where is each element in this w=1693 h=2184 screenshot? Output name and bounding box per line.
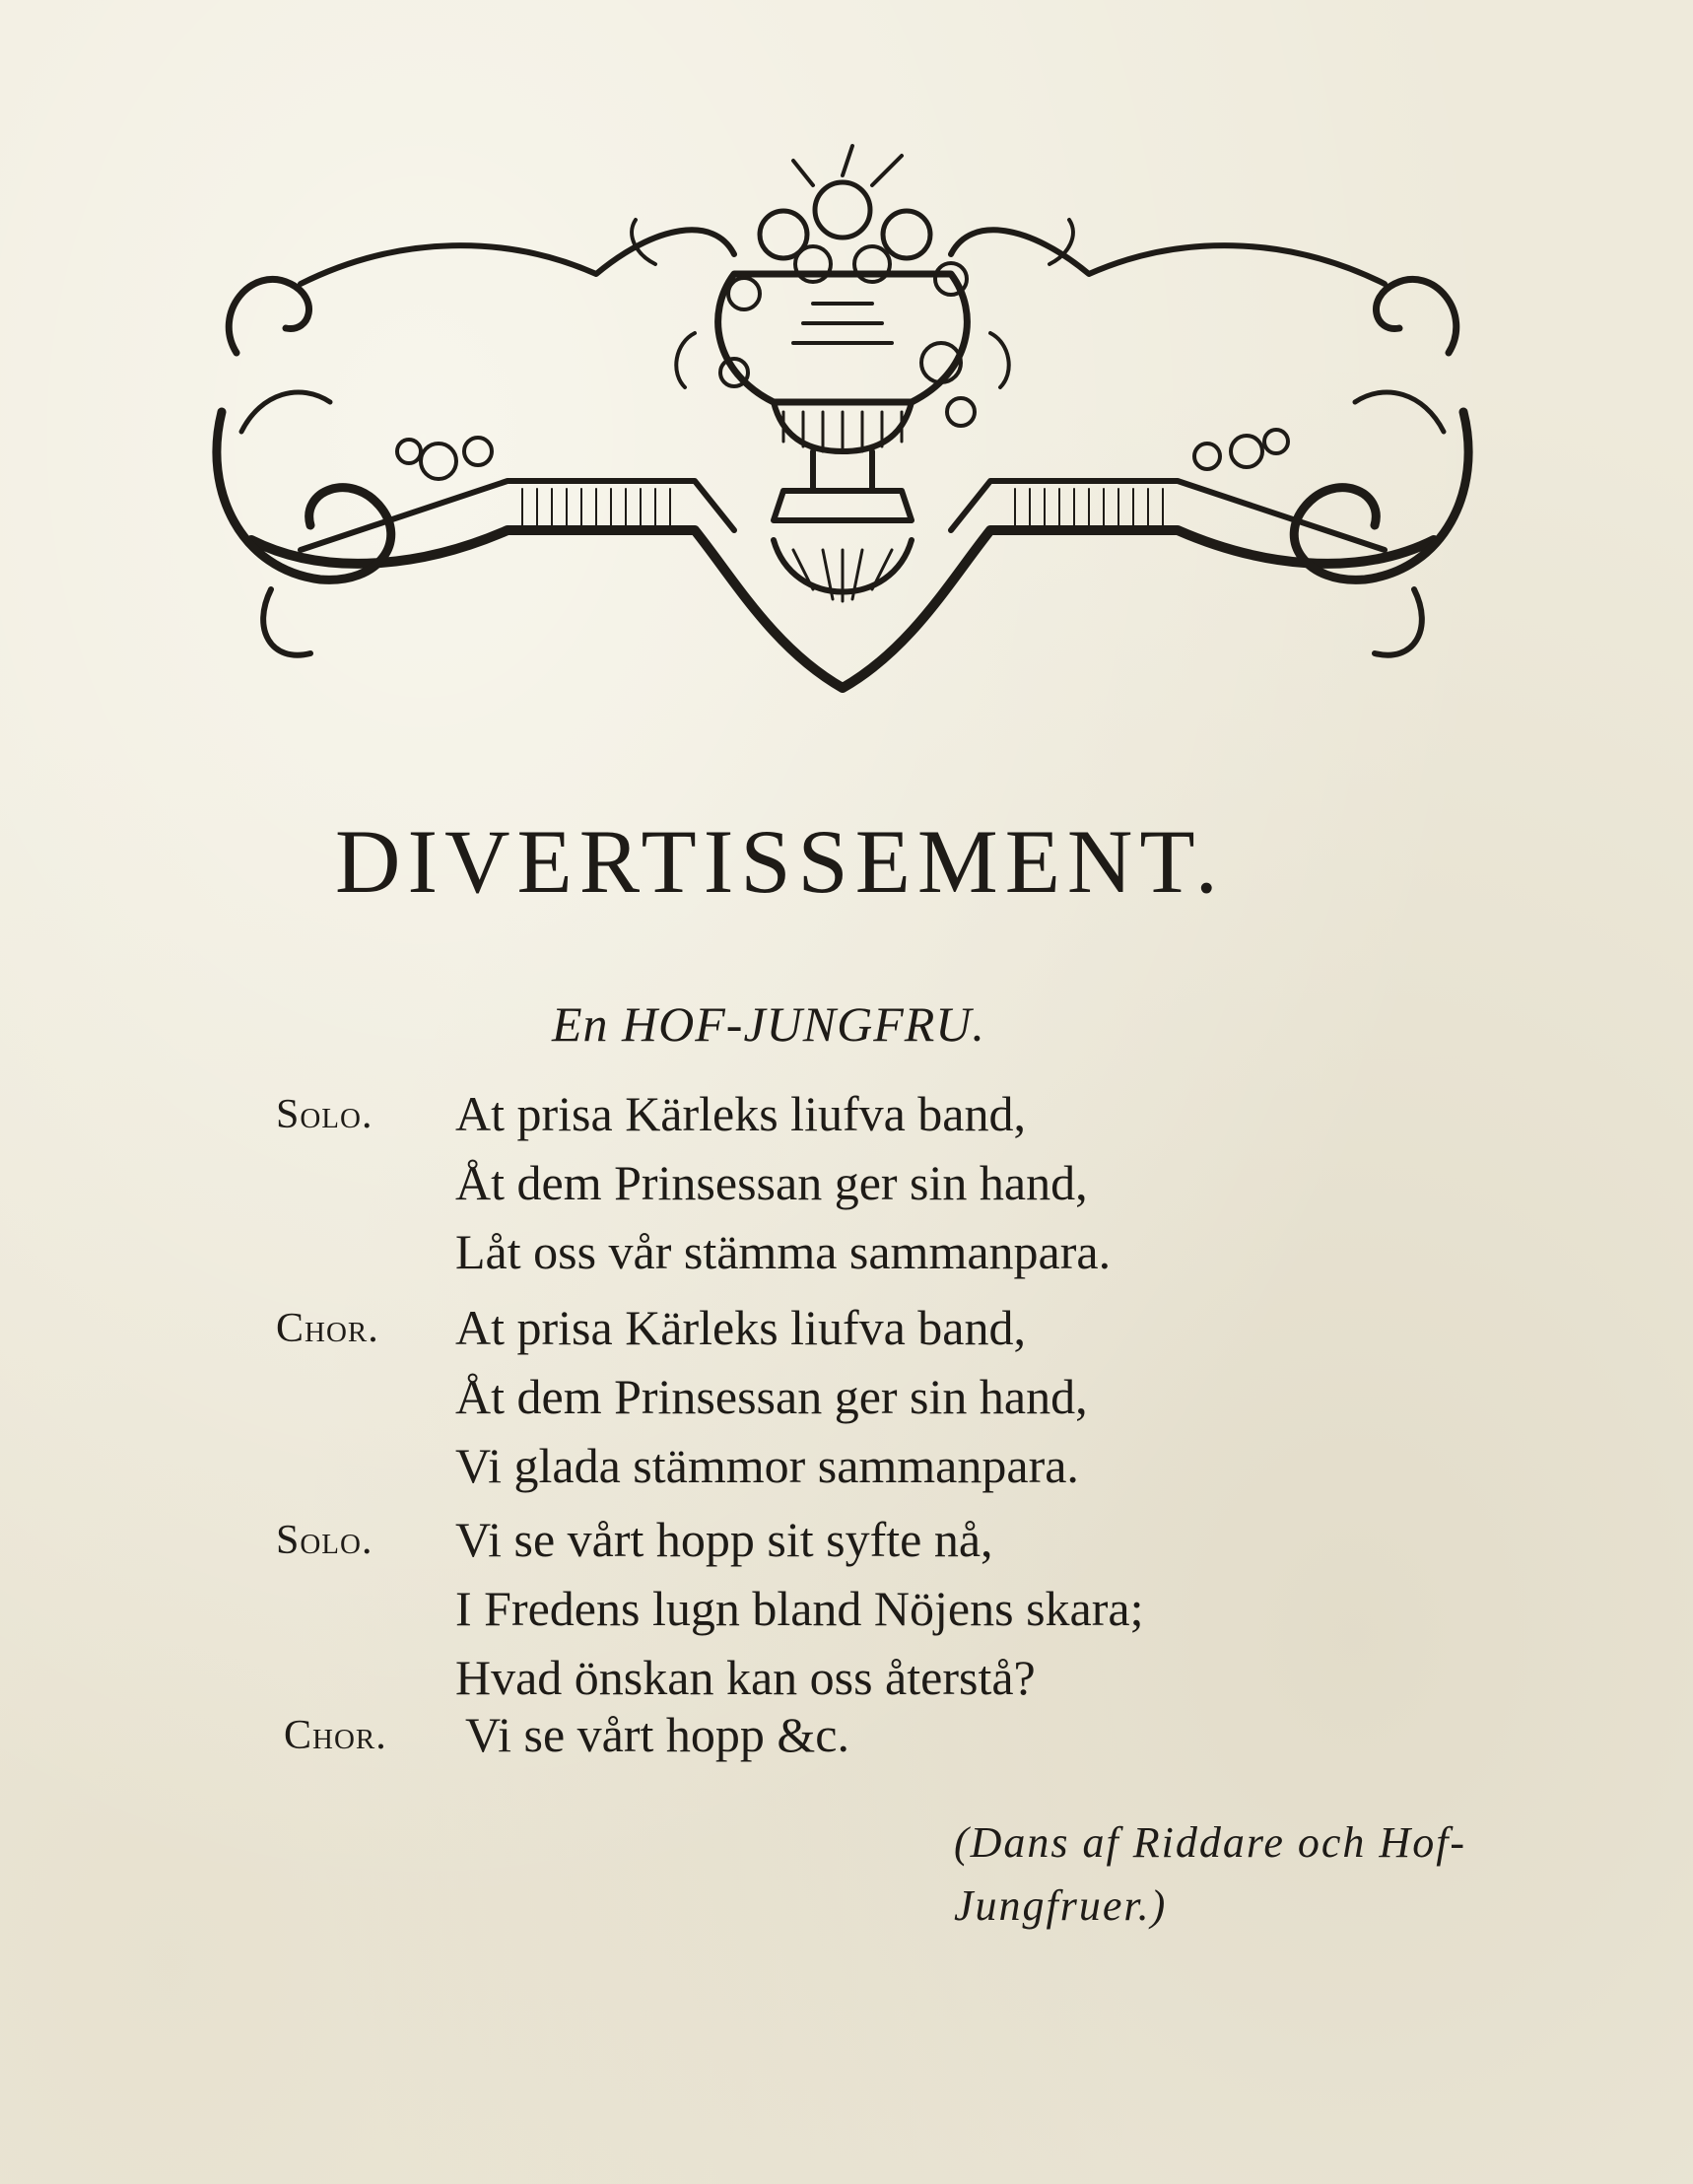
verse-line: At prisa Kärleks liufva band, [455,1086,1027,1141]
speaker-label: Solo. [276,1092,373,1137]
page-title: DIVERTISSEMENT. [335,811,1225,912]
verse-line: Åt dem Prinsessan ger sin hand, [455,1155,1088,1210]
verse-lines [455,1505,1143,1712]
character-heading: En HOF-JUNGFRU. [552,996,985,1052]
verse-line: Hvad önskan kan oss återstå? [455,1650,1036,1705]
speaker-label: Chor. [284,1713,387,1758]
stage-direction-line: (Dans af Riddare och Hof- [954,1818,1467,1867]
verse-line: Vi glada stämmor sammanpara. [455,1438,1079,1493]
stage-direction-line: Jungfruer.) [954,1881,1168,1930]
speaker-label: Chor. [276,1306,379,1351]
urn-vignette-ornament [182,116,1503,708]
verse-line: Låt oss vår stämma sammanpara. [455,1224,1112,1279]
speaker-label: Solo. [276,1518,373,1563]
verse-lines [455,1079,1111,1286]
verse-lines [455,1293,1088,1500]
verse-lines [465,1700,849,1769]
verse-line: Vi se vårt hopp &c. [465,1707,849,1762]
verse-line: Vi se vårt hopp sit syfte nå, [455,1512,993,1567]
verse-line: I Fredens lugn bland Nöjens skara; [455,1581,1144,1636]
verse-line: At prisa Kärleks liufva band, [455,1300,1027,1355]
stage-direction [954,1811,1466,1938]
verse-line: Åt dem Prinsessan ger sin hand, [455,1369,1088,1424]
